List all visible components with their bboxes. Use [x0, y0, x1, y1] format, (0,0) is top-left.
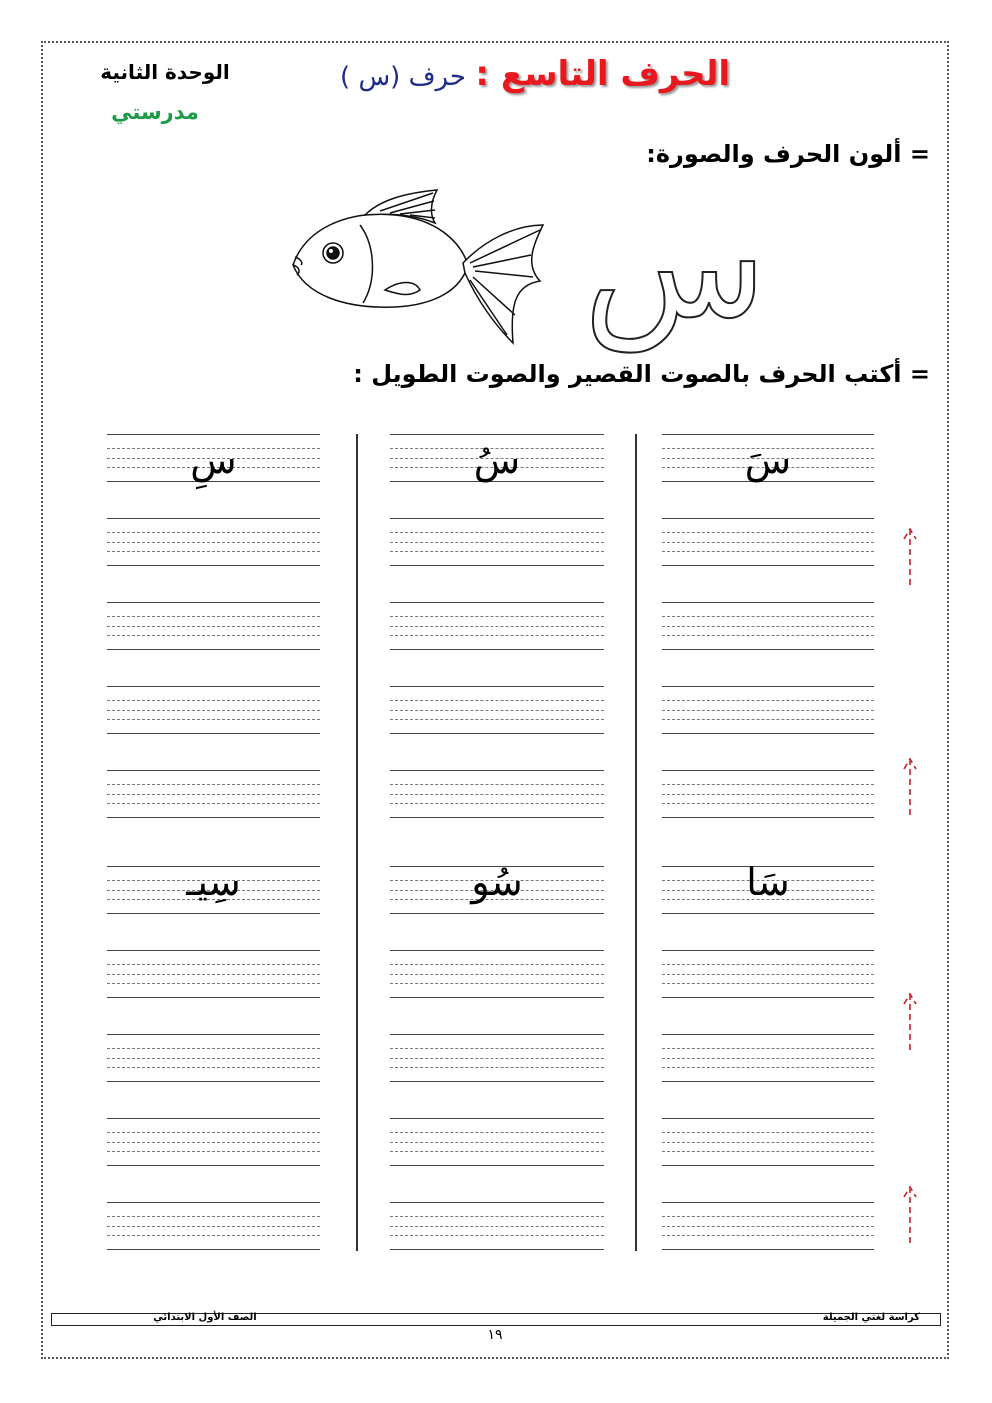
writing-guide-line	[107, 710, 320, 711]
writing-guide-line	[390, 1132, 604, 1133]
writing-guide-line	[662, 1235, 874, 1236]
writing-guide-line	[662, 1202, 874, 1203]
writing-guide-line	[107, 686, 320, 687]
writing-guide-line	[390, 964, 604, 965]
writing-guide-line	[107, 964, 320, 965]
writing-guide-line	[662, 1249, 874, 1250]
writing-guide-line	[390, 1151, 604, 1152]
writing-guide-line	[107, 1067, 320, 1068]
writing-guide-line	[390, 1048, 604, 1049]
writing-guide-line	[662, 1081, 874, 1082]
direction-arrow-icon	[900, 990, 920, 1052]
writing-guide-line	[107, 950, 320, 951]
writing-guide-line	[390, 1034, 604, 1035]
writing-guide-line	[107, 1081, 320, 1082]
lesson-title: الحرف التاسع :	[475, 54, 730, 94]
writing-guide-line	[662, 626, 874, 627]
writing-guide-line	[390, 1165, 604, 1166]
writing-guide-line	[662, 649, 874, 650]
writing-guide-line	[107, 794, 320, 795]
writing-guide-line	[107, 983, 320, 984]
writing-guide-line	[390, 983, 604, 984]
writing-guide-line	[107, 616, 320, 617]
writing-guide-line	[662, 542, 874, 543]
writing-guide-line	[107, 1235, 320, 1236]
writing-guide-line	[107, 700, 320, 701]
writing-guide-line	[390, 565, 604, 566]
writing-guide-line	[662, 974, 874, 975]
writing-guide-line	[662, 1165, 874, 1166]
writing-guide-line	[390, 635, 604, 636]
writing-guide-line	[390, 616, 604, 617]
writing-guide-line	[107, 1048, 320, 1049]
writing-column-fatha	[662, 0, 874, 1403]
writing-column-damma	[390, 0, 604, 1403]
writing-guide-line	[390, 1202, 604, 1203]
writing-guide-line	[107, 565, 320, 566]
writing-guide-line	[107, 913, 320, 914]
writing-guide-line	[390, 794, 604, 795]
lesson-subtitle: حرف (س )	[340, 62, 466, 92]
writing-guide-line	[390, 518, 604, 519]
column-divider	[356, 434, 358, 1251]
outline-letter: س	[583, 178, 767, 352]
writing-guide-line	[390, 770, 604, 771]
writing-guide-line	[390, 542, 604, 543]
writing-guide-line	[390, 950, 604, 951]
writing-guide-line	[662, 1034, 874, 1035]
writing-guide-line	[107, 997, 320, 998]
direction-arrow-icon	[900, 755, 920, 817]
writing-guide-line	[107, 1151, 320, 1152]
writing-guide-line	[390, 913, 604, 914]
writing-guide-line	[390, 1142, 604, 1143]
direction-arrow-icon	[900, 525, 920, 587]
writing-guide-line	[390, 733, 604, 734]
writing-guide-line	[390, 817, 604, 818]
writing-guide-line	[662, 700, 874, 701]
writing-guide-line	[390, 686, 604, 687]
writing-guide-line	[390, 719, 604, 720]
writing-guide-line	[662, 719, 874, 720]
writing-guide-line	[662, 1216, 874, 1217]
writing-guide-line	[107, 1132, 320, 1133]
direction-arrow-icon	[900, 1183, 920, 1245]
footer-grade: الصف الأول الابتدائي	[153, 1312, 257, 1323]
footer-book-title: كراسة لغتي الجميلة	[822, 1312, 920, 1323]
writing-guide-line	[107, 1058, 320, 1059]
writing-guide-line	[107, 803, 320, 804]
writing-guide-line	[662, 1142, 874, 1143]
writing-guide-line	[662, 616, 874, 617]
instruction-write: = أكتب الحرف بالصوت القصير والصوت الطويل :	[353, 360, 930, 388]
writing-guide-line	[107, 1165, 320, 1166]
writing-guide-line	[662, 518, 874, 519]
writing-guide-line	[107, 784, 320, 785]
writing-guide-line	[390, 710, 604, 711]
writing-guide-line	[662, 1048, 874, 1049]
writing-guide-line	[390, 602, 604, 603]
writing-guide-line	[662, 710, 874, 711]
writing-guide-line	[390, 974, 604, 975]
writing-guide-line	[107, 719, 320, 720]
long-vowel-letter: سُو	[471, 860, 523, 904]
instruction-color: = ألون الحرف والصورة:	[646, 140, 930, 168]
writing-guide-line	[107, 518, 320, 519]
writing-guide-line	[107, 1249, 320, 1250]
writing-guide-line	[390, 1226, 604, 1227]
writing-guide-line	[662, 794, 874, 795]
writing-guide-line	[662, 1226, 874, 1227]
column-divider	[635, 434, 637, 1251]
writing-guide-line	[107, 1226, 320, 1227]
writing-guide-line	[662, 913, 874, 914]
writing-guide-line	[107, 551, 320, 552]
writing-guide-line	[390, 626, 604, 627]
writing-guide-line	[662, 565, 874, 566]
writing-guide-line	[390, 1081, 604, 1082]
writing-guide-line	[662, 1067, 874, 1068]
writing-guide-line	[107, 1118, 320, 1119]
long-vowel-letter: سَا	[746, 860, 790, 904]
writing-guide-line	[107, 1216, 320, 1217]
long-vowel-letter: سِيـ	[186, 860, 241, 904]
writing-guide-line	[390, 700, 604, 701]
writing-guide-line	[390, 1249, 604, 1250]
writing-guide-line	[107, 770, 320, 771]
writing-guide-line	[107, 602, 320, 603]
writing-guide-line	[390, 997, 604, 998]
writing-guide-line	[107, 1142, 320, 1143]
writing-guide-line	[662, 950, 874, 951]
writing-guide-line	[390, 1216, 604, 1217]
writing-guide-line	[662, 532, 874, 533]
writing-guide-line	[662, 784, 874, 785]
writing-guide-line	[662, 635, 874, 636]
writing-guide-line	[107, 542, 320, 543]
writing-guide-line	[107, 1034, 320, 1035]
writing-guide-line	[390, 434, 604, 435]
short-vowel-letter: سِ	[190, 438, 237, 482]
writing-guide-line	[390, 1235, 604, 1236]
writing-guide-line	[107, 626, 320, 627]
short-vowel-letter: سُ	[473, 438, 521, 482]
writing-guide-line	[390, 784, 604, 785]
writing-guide-line	[107, 1202, 320, 1203]
writing-guide-line	[662, 964, 874, 965]
writing-guide-line	[390, 1058, 604, 1059]
writing-guide-line	[662, 1058, 874, 1059]
writing-guide-line	[107, 649, 320, 650]
writing-guide-line	[390, 1118, 604, 1119]
writing-guide-line	[662, 1132, 874, 1133]
writing-guide-line	[662, 733, 874, 734]
writing-guide-line	[662, 602, 874, 603]
school-label: مدرستي	[111, 100, 199, 124]
writing-guide-line	[662, 817, 874, 818]
unit-label: الوحدة الثانية	[100, 60, 230, 84]
writing-guide-line	[662, 1118, 874, 1119]
writing-guide-line	[107, 733, 320, 734]
writing-guide-line	[107, 532, 320, 533]
page-number: ١٩	[487, 1327, 503, 1343]
writing-guide-line	[390, 649, 604, 650]
writing-guide-line	[662, 803, 874, 804]
writing-guide-line	[107, 817, 320, 818]
writing-guide-line	[662, 983, 874, 984]
short-vowel-letter: سَ	[744, 438, 792, 482]
writing-guide-line	[662, 434, 874, 435]
writing-guide-line	[390, 551, 604, 552]
writing-guide-line	[107, 635, 320, 636]
writing-guide-line	[662, 770, 874, 771]
writing-guide-line	[107, 434, 320, 435]
writing-guide-line	[662, 686, 874, 687]
writing-guide-line	[662, 997, 874, 998]
writing-guide-line	[662, 551, 874, 552]
writing-guide-line	[390, 532, 604, 533]
writing-guide-line	[107, 974, 320, 975]
writing-column-kasra	[107, 0, 320, 1403]
writing-guide-line	[390, 1067, 604, 1068]
writing-guide-line	[390, 803, 604, 804]
writing-guide-line	[662, 1151, 874, 1152]
